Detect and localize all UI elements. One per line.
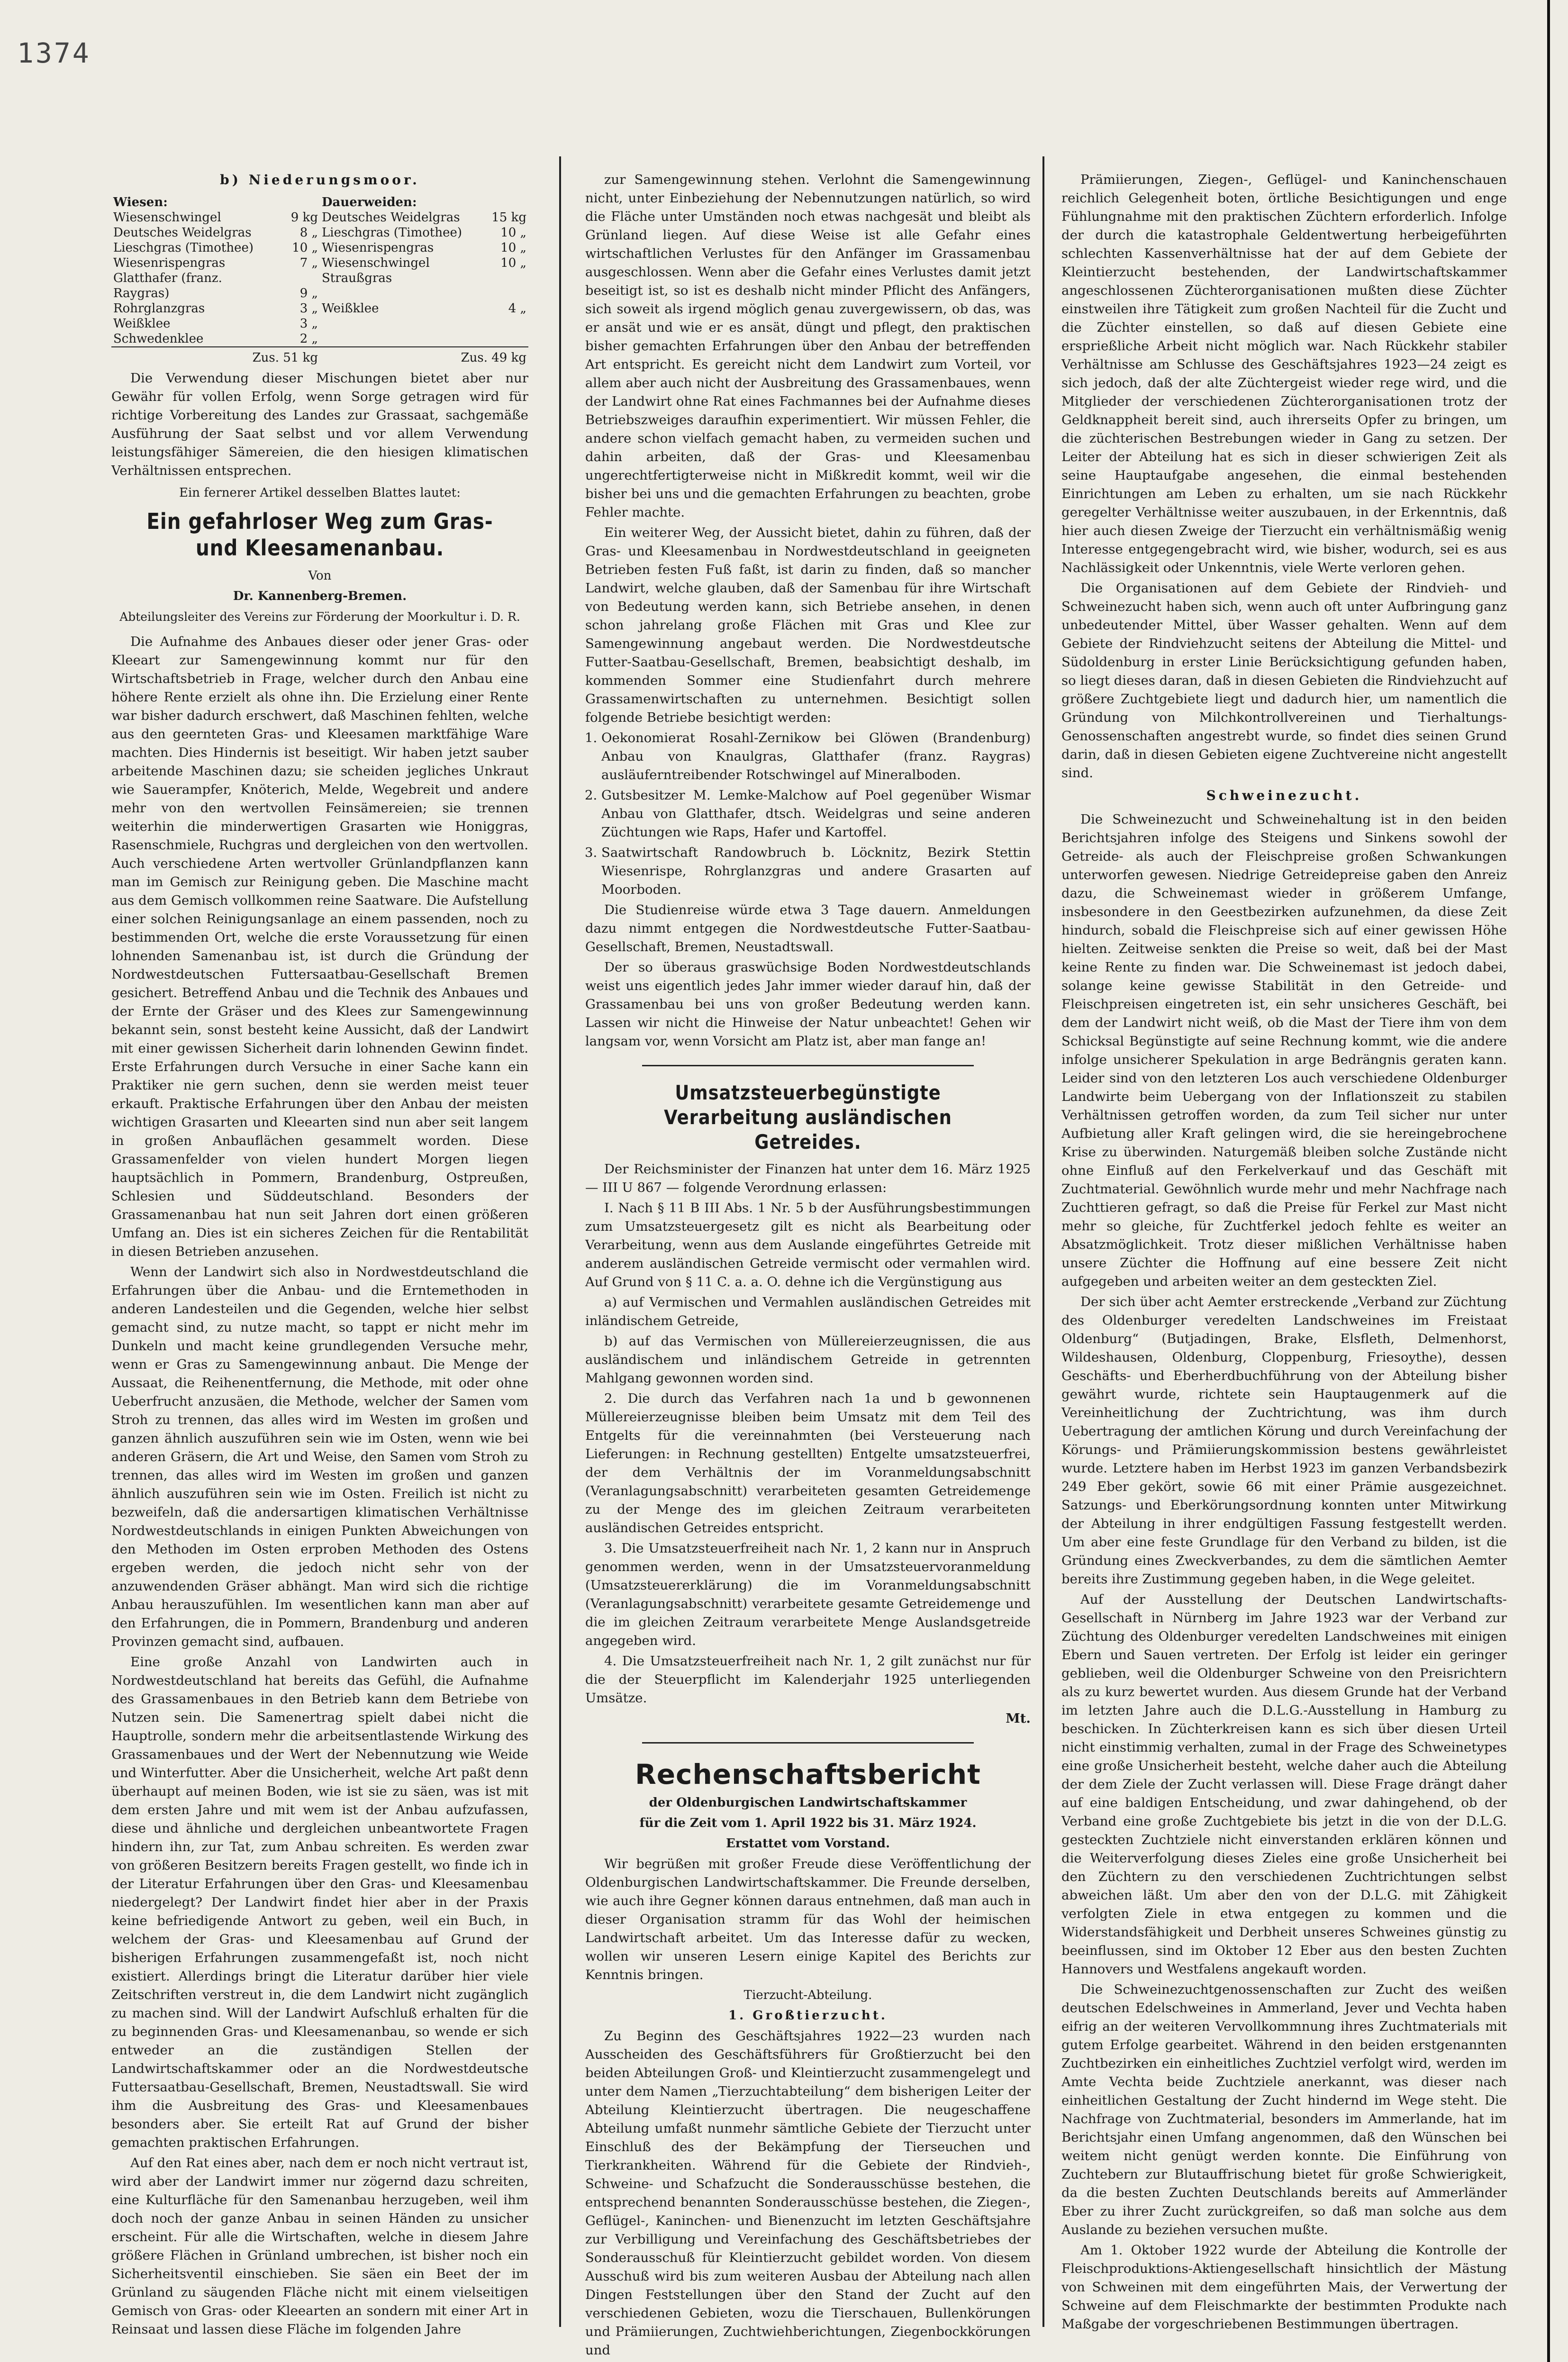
seed-quantity: 15 kg xyxy=(491,210,526,225)
seed-quantity xyxy=(482,316,528,331)
report-subtitle-1: der Oldenburgischen Landwirtschaftskammer xyxy=(649,1796,967,1810)
article-headline: Ein gefahrloser Weg zum Gras- und Kleesamenanbau. xyxy=(146,509,493,561)
paragraph: Die Schweinezuchtgenossenschaften zur Zucht des weißen deutschen Edelschweines in Ammerland, Jever und Vechta haben eifrig an der weiteren Vervollkommnung ihres Zuchtmaterials mit gutem Erfolge gearbeitet. Während in den beiden erstgenannten Zuchtbezirken ein einheitliches Zuchtziel verfolgt wird, werden im Amte Vechta beide Zuchtziele anerkannt, was dieser nach einheitlichen Gestaltung der Zucht hindernd im Wege steht. Die Nachfrage von Zuchtmaterial, besonders im Ammerlande, hat im Berichtsjahr einen Umfang angenommen, daß den Wünschen bei weitem nicht genügt werden konnte. Die Einführung von Zuchtebern zur Blutauffrischung bietet für große Schwierigkeit, da die besten Zuchten Deutschlands bereits auf Ammerländer Eber zu ihrer Zucht zurückgreifen, so daß man solche aus dem Auslande zu beziehen versuchen mußte. xyxy=(1061,1982,1507,2237)
table-row xyxy=(111,271,528,286)
paragraph: a) auf Vermischen und Vermahlen ausländischen Getreides mit inländischem Getreide, xyxy=(585,1295,1031,1328)
seed-name: Weißklee xyxy=(113,317,171,331)
seed-name: Straußgras xyxy=(322,271,392,285)
seed-name: Wiesenrispengras xyxy=(322,241,434,255)
seed-quantity: 10 „ xyxy=(500,256,526,270)
paragraph: 3. Die Umsatzsteuerfreiheit nach Nr. 1, 2 kann nur in Anspruch genommen werden, wenn in der Umsatzsteuervoranmeldung (Umsatzsteuererklärung) die im Voranmeldungsabschnitt (Veranlagungsabschnitt) verarbeitete gesamte Getreidemenge und die im gleichen Zeitraum verarbeitete Menge Auslandsgetreide angegeben wird. xyxy=(585,1541,1031,1648)
column-3-body-a xyxy=(1061,171,1507,782)
paragraph: Ein weiterer Weg, der Aussicht bietet, dahin zu führen, daß der Gras- und Kleesamenbau in Nordwestdeutschland in geeigneten Betrieben festen Fuß faßt, ist darin zu finden, daß so mancher Landwirt, welche glauben, daß der Samenbau für ihre Wirtschaft von Bedeutung werden kann, sich Betriebe ansehen, in denen schon jahrelang große Flächen mit Gras und Klee zur Samengewinnung angebaut werden. Die Nordwestdeutsche Futter-Saatbau-Gesellschaft, Bremen, beabsichtigt deshalb, im kommenden Sommer eine Studienfahrt durch mehrere Grassamenwirtschaften zu unternehmen. Besichtigt sollen folgende Betriebe besichtigt werden: xyxy=(585,525,1031,725)
seed-table-body xyxy=(111,210,528,347)
paragraph: Am 1. Oktober 1922 wurde der Abteilung die Kontrolle der Fleischproduktions-Aktiengesellschaft hinsichtlich der Mästung von Schweinen mit dem eingeführten Mais, der Verwertung der Schweine auf dem Fleischmarkte der bestimmten Produkte nach Maßgabe der vorgeschriebenen Bestimmungen übertragen. xyxy=(1061,2243,1507,2332)
column-2 xyxy=(585,171,1031,2358)
paragraph: Prämiierungen, Ziegen-, Geflügel- und Kaninchenschauen reichlich Gelegenheit boten, örtliche Besichtigungen und enge Fühlungnahme mit den praktischen Züchtern erforderlich. Infolge der durch die katastrophale Geldentwertung herbeigeführten schlechten Kassenverhältnisse hat der auf dem Gebiete der Kleintierzucht bestehenden, der Landwirtschaftskammer angeschlossenen Züchterorganisationen mußten diese Züchter einstweilen ihre Tätigkeit zum großen Nachteil für die Zucht und die Züchter einstellen, so daß auf diesen Gebiete eine ersprießliche Arbeit nicht möglich war. Nach Rückkehr stabiler Verhältnisse am Schlusse des Geschäftsjahres 1923—24 zeigt es sich jedoch, daß der alte Züchtergeist wieder rege wird, und die Mitglieder der verschiedenen Züchterorganisationen trotz der Geldknappheit bereit sind, auch ihrerseits Opfer zu bringen, um die züchterischen Bestrebungen wieder in Gang zu setzen. Der Leiter der Abteilung hat es sich in dieser schwierigen Zeit als seine Hauptaufgabe angesehen, die einmal bestehenden Einrichtungen am Leben zu erhalten, um sie nach Rückkehr geregelter Verhältnisse weiter auszubauen, in der Erkenntnis, daß hier auch diesen Zweige der Tierzucht ein verhältnismäßig wenig Interesse entgegengebracht wird, wie bisher, wodurch, sei es aus Nachlässigkeit oder Unkenntnis, viele Werte verloren gehen. xyxy=(1061,172,1507,575)
section-title-schweinezucht: Schweinezucht. xyxy=(1206,788,1362,803)
column-2-top-body xyxy=(585,171,1031,727)
table-total-left: Zus. 51 kg xyxy=(111,347,320,365)
column-1 xyxy=(111,171,528,2336)
table-row xyxy=(111,240,528,255)
table-total-right: Zus. 49 kg xyxy=(320,347,528,365)
table-row xyxy=(111,286,528,301)
seed-quantity: 10 „ xyxy=(292,241,318,255)
list-item: 3. Saatwirtschaft Randowbruch b. Löcknitz, Bezirk Stettin Wiesenrispe, Rohrglanzgras und andere Grasarten auf Moorboden. xyxy=(601,844,1031,899)
paragraph: Der Reichsminister der Finanzen hat unter dem 16. März 1925 — III U 867 — folgende Verordnung erlassen: xyxy=(585,1162,1031,1195)
seed-name: Schwedenklee xyxy=(113,332,204,346)
table-row xyxy=(111,210,528,225)
separator-rule xyxy=(642,1065,974,1066)
list-item: 2. Gutsbesitzer M. Lemke-Malchow auf Poel gegenüber Wismar Anbau von Glatthafer, dtsch. Weidelgras und seine anderen Züchtungen wie Raps, Hafer und Kartoffel. xyxy=(601,786,1031,842)
seed-name: Rohrglanzgras xyxy=(113,301,205,316)
seed-name: Glatthafer (franz. xyxy=(113,271,222,285)
author-role: Abteilungsleiter des Vereins zur Förderung der Moorkultur i. D. R. xyxy=(119,610,520,624)
table-header-dauerweiden: Dauerweiden: xyxy=(322,195,417,209)
report-section-title: Tierzucht-Abteilung. xyxy=(743,1988,872,2002)
seed-name: Wiesenschwingel xyxy=(113,210,221,225)
seed-name: Lieschgras (Timothee) xyxy=(113,241,254,255)
seed-name xyxy=(320,331,482,347)
seed-quantity: 7 „ xyxy=(299,256,318,270)
seed-quantity: 4 „ xyxy=(508,301,526,316)
table-row xyxy=(111,225,528,240)
column-1-body xyxy=(111,633,528,2339)
seed-quantity: 3 „ xyxy=(299,317,318,331)
seed-quantity xyxy=(273,271,320,286)
paragraph: Eine große Anzahl von Landwirten auch in Nordwestdeutschland hat bereits das Gefühl, die Aufnahme des Grassamenbaues in den Betrieb kann dem Betriebe von Nutzen sein. Die Samenertrag spielt dabei nicht die Hauptrolle, sondern mehr die arbeitsentlastende Wirkung des Grassamenbaues und der Wert der Nebennutzung wie Weide und Winterfutter. Aber die Unsicherheit, welche Art paßt denn überhaupt auf meinen Boden, wie ist sie zu säen, was ist mit dem ersten Jahre und mit wem ist der Anbau aufzufassen, diese und ähnliche und dergleichen unbeantwortete Fragen hindern ihn, zur Tat, zum Anbau schreiten. Es werden zwar von größeren Besitzern bereits Fragen gestellt, wo finde ich in der Literatur Erfahrungen über den Gras- und Kleesamenbau niedergelegt? Der Landwirt findet hier aber in der Praxis keine befriedigende Antwort zu geben, weil ein Buch, in welchem der Gras- und Kleesamenbau auf Grund der bisherigen Erfahrungen zusammengefaßt ist, noch nicht existiert. Allerdings bringt die Literatur darüber hier viele Zeitschriften verstreut in, die dem Landwirt nicht zugänglich zu machen sind. Will der Landwirt Aufschluß erhalten für die zu beginnenden Gras- und Kleesamenanbau, so wende er sich entweder an die zuständigen Stellen der Landwirtschaftskammer oder an die Nordwestdeutsche Futtersaatbau-Gesellschaft, Bremen, Neustadtswall. Sie wird ihm die Ausbreitung des Gras- und Kleesamenbaues besonders aber. Sie erteilt Rat auf Grund der bisher gemachten praktischen Erfahrungen. xyxy=(111,1654,528,2150)
seed-name: Weißklee xyxy=(322,301,379,316)
article2-signature: Mt. xyxy=(1006,1711,1031,1726)
study-trip-list xyxy=(585,729,1031,899)
table-header-wiesen: Wiesen: xyxy=(113,195,168,209)
page-number: 1374 xyxy=(17,37,91,69)
paragraph: I. Nach § 11 B III Abs. 1 Nr. 5 b der Ausführungsbestimmungen zum Umsatzsteuergesetz gilt es nicht als Bearbeitung oder Verarbeitung, wenn aus dem Auslande eingeführtes Getreide mit anderem ausländischen Getreide vermischt oder vermahlen wird. Auf Grund von § 11 C. a. a. O. dehne ich die Vergünstigung aus xyxy=(585,1200,1031,1290)
section-title-niederungsmoor: b) Niederungsmoor. xyxy=(220,172,420,188)
paragraph: Die Verwendung dieser Mischungen bietet aber nur Gewähr für vollen Erfolg, wenn Sorge getragen wird für richtige Vorbereitung des Landes zur Grassaat, sachgemäße Ausführung der Saat selbst und vor allem Verwendung leistungsfähiger Sämereien, die den hiesigen klimatischen Verhältnissen entsprechen. xyxy=(111,371,528,478)
seed-quantity: 3 „ xyxy=(299,301,318,316)
column-divider-1 xyxy=(559,156,561,2327)
report-paragraph: Zu Beginn des Geschäftsjahres 1922—23 wurden nach Ausscheiden des Geschäftsführers für Großtierzucht bei den beiden Abteilungen Groß- und Kleintierzucht zusammengelegt und unter dem Namen „Tierzuchtabteilung“ dem bisherigen Leiter der Abteilung Kleintierzucht übertragen. Die neugeschaffene Abteilung umfaßt nunmehr sämtliche Gebiete der Tierzucht unter Einschluß des der Bekämpfung der Tierseuchen und Tierkrankheiten. Während für die Gebiete der Rindvieh-, Schweine- und Schafzucht die Sonderausschüsse bestehen, die entsprechend benannten Sonderausschüsse bestehen, die Ziegen-, Geflügel-, Kaninchen- und Bienenzucht im letzten Geschäftsjahre zur Verbilligung und Vereinfachung des Geschäftsbetriebes der Sonderausschuß für Kleintierzucht gebildet worden. Von diesem Ausschuß wird bis zum weiteren Ausbau der Abteilung nach allen Dingen Feststellungen über den Stand der Zucht auf den verschiedenen Gebieten, wozu die Tierschauen, Bullenkörungen und Prämiierungen, Zuchtwiehberichtungen, Ziegenbockkörungen und xyxy=(585,2028,1031,2358)
paragraph: Wenn der Landwirt sich also in Nordwestdeutschland die Erfahrungen über die Anbau- und die Erntemethoden in anderen Landesteilen und die Gegenden, welche hier selbst gemacht sind, zu nutze macht, so tappt er nicht mehr im Dunkeln und macht keine grundlegenden Versuche mehr, wenn er Gras zu Samengewinnung anbaut. Die Menge der Aussaat, die Reihenentfernung, die Methode, mit oder ohne Ueberfrucht anzusäen, die Methode, welcher der Samen vom Stroh zu trennen, das alles wird im Westen im großen und ganzen ähnlich auszuführen sein wie im Osten, wenn wie bei anderen Gräsern, die Art und Weise, den Samen vom Stroh zu trennen, das alles wird im Westen im großen und ganzen ähnlich auszuführen sein wie im Osten. Freilich ist nicht zu bezweifeln, daß die andersartigen klimatischen Verhältnisse Nordwestdeutschlands in einigen Punkten Abweichungen von den Methoden im Osten erproben Methoden des Ostens ergeben werden, die jedoch nicht sehr von der anzuwendenden Gräser abhängt. Man wird sich die richtige Anbau herauszufühlen. Im wesentlichen kann man aber auf den Erfahrungen, die in Pommern, Brandenburg und anderen Provinzen gemacht sind, aufbauen. xyxy=(111,1264,528,1649)
seed-name: Raygras) xyxy=(113,286,170,300)
paragraph: Der sich über acht Aemter erstreckende „Verband zur Züchtung des Oldenburger veredelten Landschweines im Freistaat Oldenburg“ (Butjadingen, Brake, Elsfleth, Delmenhorst, Wildeshausen, Oldenburg, Cloppenburg, Friesoythe), dessen Geschäfts- und Eberherdbuchführung von der Abteilung bisher gewährt wurde, richtete sein Hauptaugenmerk auf die Vereinheitlichung der Zuchtrichtung, was ihm durch Uebertragung der amtlichen Körung und durch Vereinfachung der Körungs- und Prämiierungskommission bestens gewährleistet wurde. Letztere haben im Herbst 1923 im ganzen Verbandsbezirk 249 Eber gekört, sowie 66 mit einer Prämie ausgezeichnet. Satzungs- und Eberkörungsordnung konnten unter Mitwirkung der Abteilung in ihrer endgültigen Fassung festgestellt werden. Um aber eine feste Grundlage für den Verband zu bilden, ist die Gründung eines Zweckverbandes, zu dem die sämtlichen Aemter bereits ihre Zustimmung gegeben haben, in die Wege geleitet. xyxy=(1061,1294,1507,1587)
report-title: Rechenschaftsbericht xyxy=(635,1758,981,1790)
report-intro: Wir begrüßen mit großer Freude diese Veröffentlichung der Oldenburgischen Landwirtschaftskammer. Die Freunde derselben, wie auch ihre Gegner können daraus entnehmen, daß man auch in dieser Organisation stramm für das Wohl der heimischen Landwirtschaft arbeitet. Um das Interesse dafür zu wecken, wollen wir unseren Lesern einige Kapitel des Berichts zur Kenntnis bringen. xyxy=(585,1856,1031,1982)
seed-quantity xyxy=(482,331,528,347)
separator-rule-2 xyxy=(642,1742,974,1744)
table-row xyxy=(111,301,528,316)
paragraph: zur Samengewinnung stehen. Verlohnt die Samengewinnung nicht, unter Einbeziehung der Nebennutzungen natürlich, so wird die Fläche unter Umständen noch etwas nachgesät und bleibt als Grünland liegen. Auf diese Weise ist alle Gefahr eines wirtschaftlichen Verlustes für den Anfänger im Grassamenbau ausgeschlossen. Wenn aber die Gefahr eines Verlustes damit jetzt beseitigt ist, so ist es deshalb nicht minder Pflicht des Anfängers, sich soweit als irgend möglich genau zuvergewissern, ob das, was er ansät und wie er es ansät, düngt und pflegt, den praktischen bisher gemachten Erfahrungen über den Anbau der betreffenden Art entspricht. Es gereicht nicht dem Landwirt zum Vorteil, vor allem aber auch nicht der Ausbreitung des Grassamenbaues, wenn der Landwirt ohne Rat eines Fachmannes bei der Aufnahme dieses Betriebszweiges daraufhin experimentiert. Wir müssen Fehler, die andere schon vielfach gemacht haben, zu vermeiden suchen und dahin arbeiten, daß der Gras- und Kleesamenbau ungerechtfertigterweise nicht in Mißkredit kommt, weil wir die bisher bei uns und die gemachten Erfahrungen zu beachten, grobe Fehler machte. xyxy=(585,172,1031,520)
paragraph: Die Schweinezucht und Schweinehaltung ist in den beiden Berichtsjahren infolge des Steigens und Sinkens sowohl der Getreide- als auch der Fleischpreise großen Schwankungen unterworfen gewesen. Niedrige Getreidepreise gaben den Anreiz dazu, die Schweinemast wieder in größerem Umfange, insbesondere in den Geestbezirken aufzunehmen, da diese Zeit hindurch, sobald die Fleischpreise sich auf einer gewissen Höhe hielten. Zeitweise senkten die Preise so weit, daß bei der Mast keine Rente zu finden war. Die Schweinemast ist jedoch dabei, solange keine gewisse Stabilität in den Getreide- und Fleischpreisen eingetreten ist, ein sehr unsicheres Geschäft, bei dem der Landwirt nicht weiß, ob die Mast der Tiere ihm von dem Schicksal Begünstigte auf seine Rechnung kommt, wie die andere infolge unsicherer Spekulation in arge Bedrängnis geraten kann. Leider sind von den letzteren Los auch verschiedene Oldenburger Landwirte beim Uebergang von der Inflationszeit zu stabilen Verhältnissen getroffen worden, da zum Teil sicher nur unter Aufbietung aller Kraft gelingen wird, die sie hereingebrochene Krise zu überwinden. Naturgemäß bleiben solche Zustände nicht ohne Einfluß auf den Ferkelverkauf und das Geschäft mit Zuchtmaterial. Gewöhnlich wurde mehr und mehr Nachfrage nach Zuchttieren gefragt, so daß die Preise für Ferkel zur Mast nicht mehr so gleiche, für Zuchtferkel jedoch fehlte es weiter an Absatzmöglichkeit. Trotz dieser mißlichen Verhältnisse haben unsere Züchter die Hoffnung auf eine bessere Zeit nicht aufgegeben und arbeiten weiter an dem gesteckten Ziel. xyxy=(1061,812,1507,1289)
paragraph: Die Organisationen auf dem Gebiete der Rindvieh- und Schweinezucht haben sich, wenn auch oft unter Aufbringung ganz unbedeutender Mittel, über Wasser gehalten. Wenn auf dem Gebiete der Rindviehzucht seitens der Abteilung die Mittel- und Südoldenburg in erster Linie Berücksichtigung gefunden haben, so liegt dieses daran, daß in diesen Gebieten die Rindviehzucht auf größere Zuchtgebiete liegt und dadurch hier, um namentlich die Gründung von Milchkontrollvereinen und Tierhaltungs-Genossenschaften angestrebt wurde, so findet dies seinen Grund darin, daß in diesen Gebieten eigene Zuchtvereine nicht angestellt sind. xyxy=(1061,581,1507,781)
seed-name: Wiesenrispengras xyxy=(113,256,226,270)
seed-name xyxy=(320,316,482,331)
list-item: 1. Oekonomierat Rosahl-Zernikow bei Glöwen (Brandenburg) Anbau von Knaulgras, Glatthafer (franz. Raygras) ausläuferntreibender Rotschwingel auf Mineralboden. xyxy=(601,729,1031,784)
seed-quantity xyxy=(482,271,528,286)
report-subsection-title: 1. Großtierzucht. xyxy=(728,2008,888,2023)
report-subtitle-3: Erstattet vom Vorstand. xyxy=(725,1836,890,1851)
table-row xyxy=(111,331,528,347)
byline-von: Von xyxy=(308,569,332,583)
report-subtitle-2: für die Zeit vom 1. April 1922 bis 31. März 1924. xyxy=(639,1816,977,1830)
paragraph: Die Aufnahme des Anbaues dieser oder jener Gras- oder Kleeart zur Samengewinnung kommt nur für den Wirtschaftsbetrieb in Frage, welcher durch den Anbau eine höhere Rente erzielt als ohne ihn. Die Erzielung einer Rente war bisher dadurch erschwert, daß Maschinen fehlten, welche aus den geernteten Gras- und Kleesamen marktfähige Ware machten. Dies Hindernis ist beseitigt. Wir haben jetzt sauber arbeitende Maschinen dazu; sie scheiden jegliches Unkraut wie Sauerampfer, Knöterich, Melde, Wegebreit und andere mehr von den wertvollen Feinsämereien; sie trennen weiterhin die minderwertigen Grasarten wie Honiggras, Rasenschmiele, Ruchgras und dergleichen von den wertvollen. Auch verschiedene Arten wertvoller Grünlandpflanzen kann man im Gemisch zur Reinigung geben. Die Maschine macht aus dem Gemisch vollkommen reine Saatware. Die Aufstellung einer solchen Reinigungsanlage an einem passenden, noch zu bestimmenden Ort, welche die erste Voraussetzung für einen lohnenden Samenanbau ist, ist durch die Gründung der Nordwestdeutschen Futtersaatbau-Gesellschaft Bremen gesichert. Betreffend Anbau und die Technik des Anbaues und der Ernte der Gräser und des Klees zur Samengewinnung bekannt sein, sonst besteht keine Aussicht, daß der Landwirt mit einer gewissen Sicherheit darin lohnenden Gewinn findet. Erste Erfahrungen durch Versuche in einer Sache kann ein Praktiker nie gern suchen, denn sie werden meist teuer erkauft. Praktische Erfahrungen über den Anbau der meisten wichtigen Grasarten und Kleearten sind nun aber seit langem in großen Anbauflächen gesammelt worden. Diese Grassamenfelder von vielen hundert Morgen liegen hauptsächlich in Pommern, Brandenburg, Ostpreußen, Schlesien und Süddeutschland. Besonders der Grassamenanbau hat nun seit Jahren dort einen größeren Umfang an. Dies ist ein sicheres Zeichen für die Rentabilität in diesen Betrieben anzusehen. xyxy=(111,634,528,1259)
column-3-body-b xyxy=(1061,810,1507,2334)
seed-name: Wiesenschwingel xyxy=(322,256,430,270)
seed-quantity: 8 „ xyxy=(299,226,318,240)
intro-line: Ein fernerer Artikel desselben Blattes lautet: xyxy=(179,486,461,500)
seed-quantity: 10 „ xyxy=(500,226,526,240)
paragraph: Die Studienreise würde etwa 3 Tage dauern. Anmeldungen dazu nimmt entgegen die Nordwestdeutsche Futter-Saatbau-Gesellschaft, Bremen, Neustadtswall. xyxy=(585,902,1031,954)
seed-name: Deutsches Weidelgras xyxy=(322,210,460,225)
paragraph: 4. Die Umsatzsteuerfreiheit nach Nr. 1, 2 gilt zunächst nur für die der Steuerpflicht im Kalenderjahr 1925 unterliegenden Umsätze. xyxy=(585,1653,1031,1706)
seed-name: Deutsches Weidelgras xyxy=(113,226,252,240)
column-3 xyxy=(1061,171,1507,2336)
seed-name: Lieschgras (Timothee) xyxy=(322,226,462,240)
table-row xyxy=(111,255,528,271)
seed-quantity xyxy=(482,286,528,301)
table-row xyxy=(111,316,528,331)
seed-quantity: 2 „ xyxy=(299,332,318,346)
author-name: Dr. Kannenberg-Bremen. xyxy=(233,589,407,603)
article2-body xyxy=(585,1160,1031,1708)
seed-quantity: 10 „ xyxy=(500,241,526,255)
seed-mixture-table xyxy=(111,195,528,365)
paragraph: b) auf das Vermischen von Müllereierzeugnissen, die aus ausländischem und inländischem Getreide in getrennten Mahlgang gewonnen worden sind. xyxy=(585,1334,1031,1386)
column-divider-2 xyxy=(1042,156,1044,2327)
seed-quantity: 9 kg xyxy=(290,210,318,225)
article2-headline: Umsatzsteuerbegünstigte Verarbeitung ausländischen Getreides. xyxy=(664,1081,952,1154)
seed-quantity: 9 „ xyxy=(299,286,318,300)
column-2-after-list xyxy=(585,901,1031,1051)
page-edge-rule xyxy=(1547,0,1550,2362)
paragraph: Auf den Rat eines aber, nach dem er noch nicht vertraut ist, wird aber der Landwirt immer nur zögernd dazu schreiten, eine Kulturfläche für den Samenanbau herzugeben, weil ihm doch noch der ganze Anbau in seinen Händen zu unsicher erscheint. Für alle die Wirtschaften, welche in diesem Jahre größere Flächen in Grünland umbrechen, ist bisher noch ein Sicherheitsventil einschieben. Sie säen ein Beet der im Grünland zu säugenden Fläche nicht mit einem vielseitigen Gemisch von Gras- oder Kleearten an sondern mit einer Art in Reinsaat und lassen diese Fläche im folgenden Jahre xyxy=(111,2155,528,2337)
paragraph: 2. Die durch das Verfahren nach 1a und b gewonnenen Müllereierzeugnisse bleiben beim Umsatz mit dem Teil des Entgelts für die vereinnahmten (bei Versteuerung nach Lieferungen: in Rechnung gestellten) Entgelte umsatzsteuerfrei, der dem Verhältnis der im Voranmeldungsabschnitt (Veranlagungsabschnitt) verarbeiteten gesamten Getreidemenge zu der Menge des im gleichen Zeitraum verarbeiteten ausländischen Getreides entspricht. xyxy=(585,1391,1031,1535)
seed-name xyxy=(320,286,482,301)
paragraph: Der so überaus graswüchsige Boden Nordwestdeutschlands weist uns eigentlich jedes Jahr immer wieder darauf hin, daß der Grassamenbau bei uns von großer Bedeutung werden kann. Lassen wir nicht die Hinweise der Natur unbeachtet! Gehen wir langsam vor, wenn Vorsicht am Platz ist, aber man fange an! xyxy=(585,960,1031,1049)
paragraph: Auf der Ausstellung der Deutschen Landwirtschafts-Gesellschaft in Nürnberg im Jahre 1923 war der Verband zur Züchtung des Oldenburger veredelten Landschweines mit einigen Ebern und Sauen vertreten. Der Erfolg ist leider ein geringer geblieben, weil die Oldenburger Schweine von den Preisrichtern als zu kurz bewertet wurden. Aus diesem Grunde hat der Verband im letzten Jahre auch die D.L.G.-Ausstellung in Hamburg zu beschicken. In Züchterkreisen kann es sich über diesen Urteil nicht einstimmig verhalten, zumal in der Frage des Schweinetypes eine große Unsicherheit besteht, welche daher auch die Abteilung der dem Ziele der Zucht verlassen will. Diese Frage drängt daher auf eine baldigen Entscheidung, und zwar dahingehend, ob der Verband eine große Zuchtgebiete bis jetzt in die von der D.L.G. gesteckten Zuchtziele nicht einverstanden erklären können und die Weiterverfolgung dieses Zieles eine große Unsicherheit bei den Züchtern zu den verschiedenen Zuchtrichtungen selbst abweichen läßt. Um aber den von der D.L.G. mit Zähigkeit verfolgten Ziele in etwa entgegen zu kommen und die Widerstandsfähigkeit und Derbheit unseres Schweines günstig zu beeinflussen, sind im Oktober 12 Eber aus den besten Zuchten Hannovers und Westfalens angekauft worden. xyxy=(1061,1592,1507,1977)
